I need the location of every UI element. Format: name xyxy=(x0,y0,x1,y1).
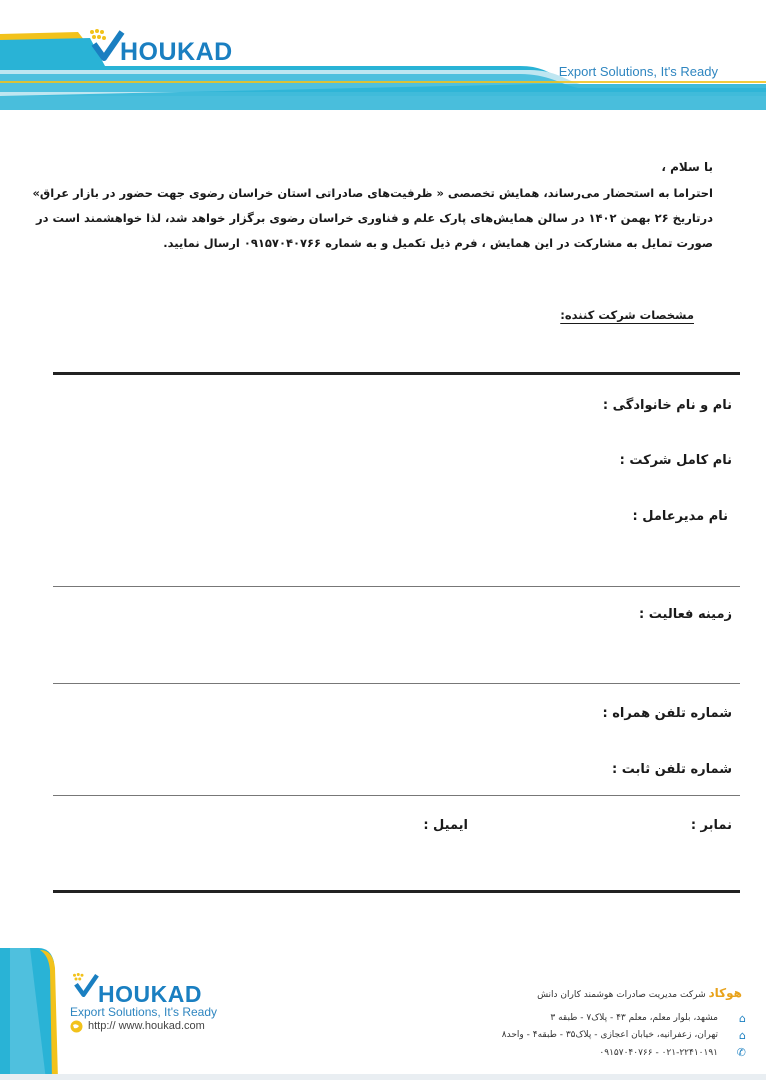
header-tagline: Export Solutions, It's Ready xyxy=(558,64,718,79)
divider xyxy=(53,795,740,796)
home-icon: ⌂ xyxy=(739,1029,746,1042)
divider xyxy=(53,586,740,587)
header-wordmark: HOUKAD xyxy=(120,38,233,66)
divider xyxy=(53,683,740,684)
company-logo-text: هوکاد xyxy=(708,986,742,1000)
greeting: با سلام ، xyxy=(661,160,713,174)
globe-icon xyxy=(70,1020,83,1033)
phone-icon: ✆ xyxy=(736,1046,746,1059)
form-bottom-rule xyxy=(53,890,740,893)
mobile-label: شماره تلفن همراه : xyxy=(602,706,732,721)
website-link[interactable]: http:// www.houkad.com xyxy=(88,1020,205,1032)
houkad-check-icon xyxy=(70,970,100,1000)
fax-label: نمابر : xyxy=(690,818,732,833)
letter-body xyxy=(23,181,713,256)
ceo-name-label: نام مدیرعامل : xyxy=(632,509,728,524)
landline-label: شماره تلفن ثابت : xyxy=(612,762,732,777)
address-mashhad: مشهد، بلوار معلم، معلم ۴۳ - پلاک۷ - طبقه ۳ xyxy=(550,1013,718,1023)
company-name-text: شرکت مدیریت صادرات هوشمند کاران دانش xyxy=(537,990,706,1000)
letter-line: درتاریخ ۲۶ بهمن ۱۴۰۲ در سالن همایش‌های پارک علم و فناوری خراسان رضوی برگزار خواهد شد، لذا خواهشمند است در xyxy=(36,211,713,225)
letter-line: احتراما به استحضار می‌رساند، همایش تخصصی « ظرفیت‌های صادراتی استان خراسان رضوی جهت حضور در بازار عراق» xyxy=(32,186,713,200)
company-name xyxy=(537,986,742,1000)
email-label: ایمیل : xyxy=(423,818,468,833)
home-icon: ⌂ xyxy=(739,1012,746,1025)
letter-line: صورت تمایل به مشارکت در این همایش ، فرم ذیل تکمیل و به شماره ۰۹۱۵۷۰۴۰۷۶۶ ارسال نمایید. xyxy=(163,236,713,250)
phone-numbers: ۰۲۱-۲۲۴۱۰۱۹۱ - ۰۹۱۵۷۰۴۰۷۶۶ xyxy=(599,1048,718,1058)
footer-tagline: Export Solutions, It's Ready xyxy=(70,1005,218,1019)
section-title: مشخصات شرکت کننده: xyxy=(560,308,694,322)
footer-wordmark: HOUKAD xyxy=(98,981,202,1007)
address-tehran: تهران، زعفرانیه، خیابان اعجازی - پلاک۳۵ - طبقه۴ - واحد۸ xyxy=(501,1030,718,1040)
full-name-label: نام و نام خانوادگی : xyxy=(602,398,732,413)
company-name-label: نام کامل شرکت : xyxy=(619,453,732,468)
form-top-rule xyxy=(53,372,740,375)
activity-label: زمینه فعالیت : xyxy=(639,607,732,622)
